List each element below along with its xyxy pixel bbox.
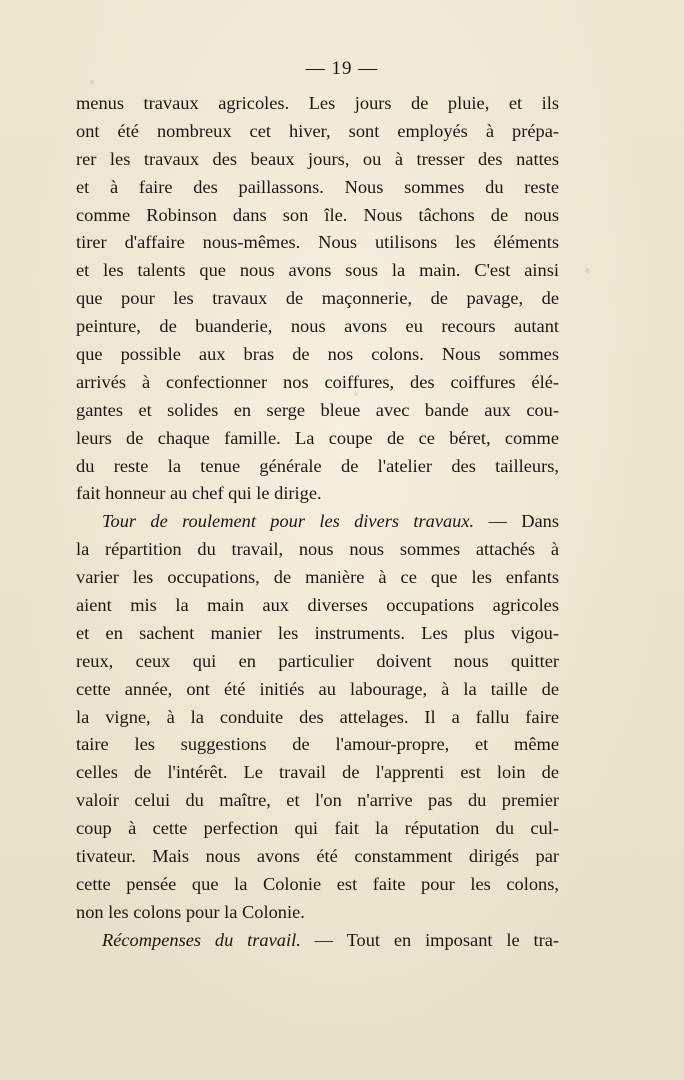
paragraph-text: — Tout en imposant le tra- — [314, 929, 559, 950]
paper-stain — [90, 80, 94, 84]
body-text — [76, 90, 559, 955]
text-line: taire les suggestions de l'amour-propre, et même — [76, 734, 559, 755]
text-line: coup à cette perfection qui fait la réputation du cul- — [76, 818, 559, 839]
paragraph-heading: Récompenses du travail. — [102, 929, 301, 950]
page-number: — 19 — — [305, 58, 379, 79]
text-line: valoir celui du maître, et l'on n'arrive pas du premier — [76, 790, 559, 811]
text-line: ont été nombreux cet hiver, sont employés à prépa- — [76, 120, 559, 141]
text-line: peinture, de buanderie, nous avons eu recours autant — [76, 316, 559, 337]
text-line: varier les occupations, de manière à ce que les enfants — [76, 567, 559, 588]
text-line: gantes et solides en serge bleue avec bande aux cou- — [76, 399, 559, 420]
text-line: menus travaux agricoles. Les jours de pluie, et ils — [76, 93, 559, 113]
text-line: et les talents que nous avons sous la main. C'est ainsi — [76, 260, 559, 281]
text-line: cette année, ont été initiés au labourage, à la taille de — [76, 678, 559, 699]
text-line: rer les travaux des beaux jours, ou à tresser des nattes — [76, 148, 559, 169]
paragraph-text: — Dans — [488, 511, 559, 532]
paper-stain — [585, 268, 590, 273]
text-line: et en sachent manier les instruments. Les plus vigou- — [76, 622, 559, 643]
paragraph-start-line — [76, 508, 559, 536]
text-line: reux, ceux qui en particulier doivent nous quitter — [76, 650, 559, 671]
text-line: tivateur. Mais nous avons été constamment dirigés par — [76, 846, 559, 867]
text-line: et à faire des paillassons. Nous sommes du reste — [76, 176, 559, 197]
text-line: la répartition du travail, nous nous sommes attachés à — [76, 539, 559, 560]
text-line: arrivés à confectionner nos coiffures, des coiffures élé- — [76, 371, 559, 392]
text-line: que pour les travaux de maçonnerie, de pavage, de — [76, 288, 559, 309]
text-line: non les colons pour la Colonie. — [76, 901, 305, 922]
text-line: du reste la tenue générale de l'atelier des tailleurs, — [76, 455, 559, 476]
text-line: aient mis la main aux diverses occupations agricoles — [76, 595, 559, 616]
paragraph-start-line — [76, 927, 559, 955]
text-line: cette pensée que la Colonie est faite pour les colons, — [76, 873, 559, 894]
paragraph-heading: Tour de roulement pour les divers travaux. — [102, 511, 475, 532]
text-line: tirer d'affaire nous-mêmes. Nous utilisons les éléments — [76, 232, 559, 253]
text-line: fait honneur au chef qui le dirige. — [76, 483, 322, 504]
text-line: la vigne, à la conduite des attelages. Il a fallu faire — [76, 706, 559, 727]
text-line: celles de l'intérêt. Le travail de l'apprenti est loin de — [76, 762, 559, 783]
text-line: que possible aux bras de nos colons. Nous sommes — [76, 344, 559, 365]
text-line: leurs de chaque famille. La coupe de ce béret, comme — [76, 427, 559, 448]
text-line: comme Robinson dans son île. Nous tâchons de nous — [76, 204, 559, 225]
